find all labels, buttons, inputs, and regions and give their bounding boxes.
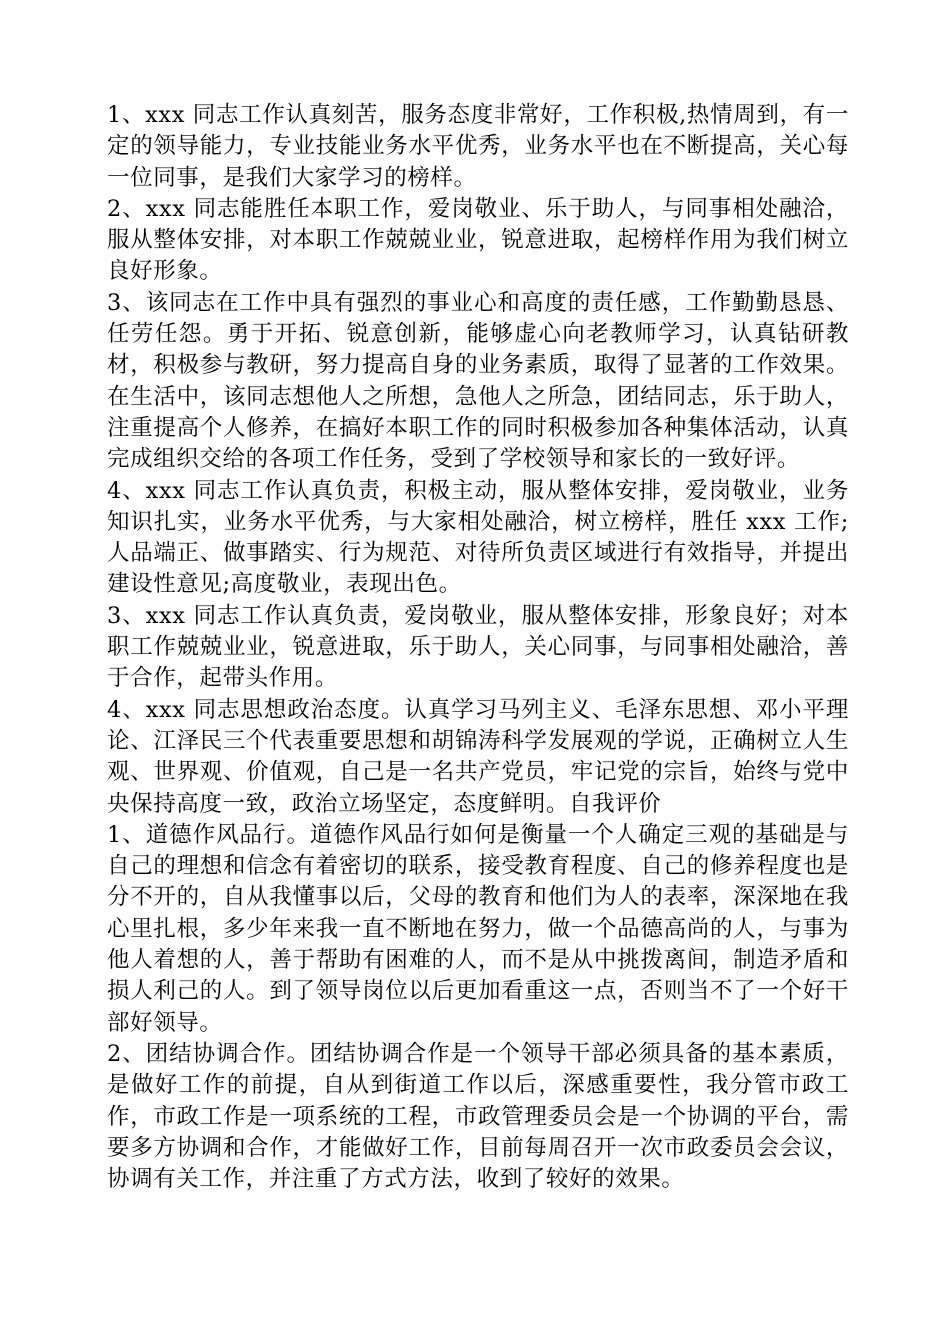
paragraph-7: 1、道德作风品行。道德作风品行如何是衡量一个人确定三观的基础是与自己的理想和信念有着密切的联系，接受教育程度、自己的修养程度也是分不开的，自从我懂事以后，父母的教育和他们为人的表率，深深地在我心里扎根，多少年来我一直不断地在努力，做一个品德高尚的人，与事为他人着想的人，善于帮助有困难的人，而不是从中挑拨离间，制造矛盾和损人利己的人。到了领导岗位以后更加看重这一点，否则当不了一个好干部好领导。 (107, 821, 849, 1036)
paragraph-8: 2、团结协调合作。团结协调合作是一个领导干部必须具备的基本素质，是做好工作的前提，自从到街道工作以后，深感重要性，我分管市政工作，市政工作是一项系统的工程，市政管理委员会是一个协调的平台，需要多方协调和合作，才能做好工作，目前每周召开一次市政委员会会议，协调有关工作，并注重了方式方法，收到了较好的效果。 (107, 1040, 849, 1193)
paragraph-3: 3、该同志在工作中具有强烈的事业心和高度的责任感，工作勤勤恳恳、任劳任怨。勇于开拓、锐意创新，能够虚心向老教师学习，认真钻研教材，积极参与教研，努力提高自身的业务素质，取得了显著的工作效果。在生活中，该同志想他人之所想，急他人之所急，团结同志，乐于助人，注重提高个人修养，在搞好本职工作的同时积极参加各种集体活动，认真完成组织交给的各项工作任务，受到了学校领导和家长的一致好评。 (107, 289, 849, 473)
paragraph-4: 4、xxx 同志工作认真负责，积极主动，服从整体安排，爱岗敬业，业务知识扎实，业务水平优秀，与大家相处融洽，树立榜样，胜任 xxx 工作;人品端正、做事踏实、行为规范、对待所负责区域进行有效指导，并提出建设性意见;高度敬业，表现出色。 (107, 477, 849, 598)
paragraph-6: 4、xxx 同志思想政治态度。认真学习马列主义、毛泽东思想、邓小平理论、江泽民三个代表重要思想和胡锦涛科学发展观的学说，正确树立人生观、世界观、价值观，自己是一名共产党员，牢记党的宗旨，始终与党中央保持高度一致，政治立场坚定，态度鲜明。自我评价 (107, 696, 849, 817)
paragraph-5: 3、xxx 同志工作认真负责，爱岗敬业，服从整体安排，形象良好；对本职工作兢兢业业，锐意进取，乐于助人，关心同事，与同事相处融洽，善于合作，起带头作用。 (107, 602, 849, 692)
document-page (107, 100, 849, 1195)
paragraph-1: 1、xxx 同志工作认真刻苦，服务态度非常好，工作积极,热情周到，有一定的领导能力，专业技能业务水平优秀，业务水平也在不断提高，关心每一位同事，是我们大家学习的榜样。 (107, 102, 849, 191)
paragraph-2: 2、xxx 同志能胜任本职工作，爱岗敬业、乐于助人，与同事相处融洽，服从整体安排，对本职工作兢兢业业，锐意进取，起榜样作用为我们树立良好形象。 (107, 195, 849, 285)
